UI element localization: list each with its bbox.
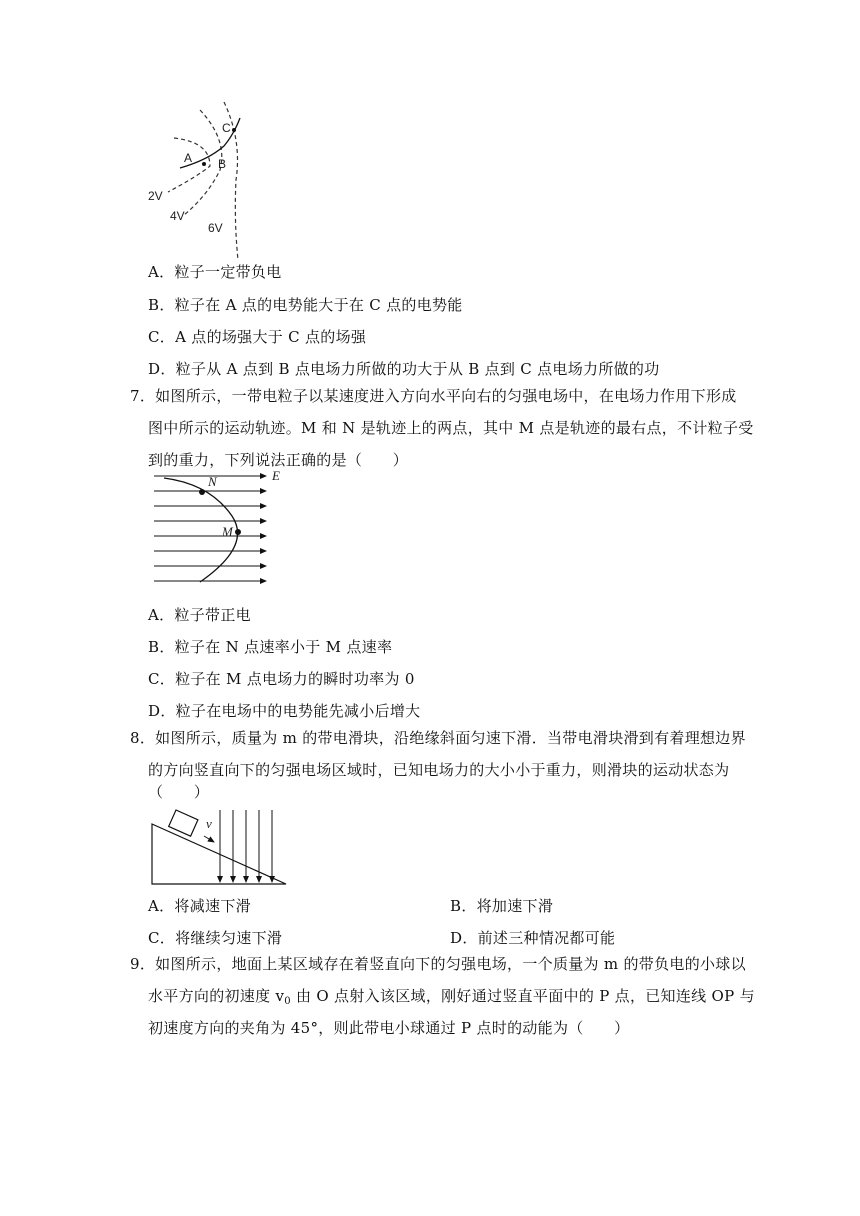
q7-stem-line-3: 到的重力，下列说法正确的是（ ） — [148, 451, 409, 469]
q7-option-b: B．粒子在 N 点速率小于 M 点速率 — [148, 638, 393, 656]
label-a: A — [184, 151, 193, 165]
q8-option-a: A．将减速下滑 — [148, 897, 251, 915]
field-lines — [154, 476, 266, 581]
label-m: M — [222, 524, 233, 539]
point-m-dot — [235, 529, 241, 535]
q9-v0-subscript: 0 — [284, 996, 291, 1007]
q8-figure — [148, 806, 293, 890]
q6-option-c: C．A 点的场强大于 C 点的场强 — [148, 328, 367, 346]
q8-stem-line-2: 的方向竖直向下的匀强电场区域时，已知电场力的大小小于重力，则滑块的运动状态为 — [148, 761, 730, 779]
q7-figure — [150, 470, 290, 590]
label-6v: 6V — [208, 221, 223, 235]
point-a-dot — [202, 162, 206, 166]
velocity-arrow — [204, 836, 214, 842]
label-4v: 4V — [170, 209, 185, 223]
label-n: N — [208, 474, 217, 489]
q7-stem-line-2: 图中所示的运动轨迹。M 和 N 是轨迹上的两点，其中 M 点是轨迹的最右点，不计粒子受 — [148, 419, 754, 437]
label-2v: 2V — [148, 189, 163, 203]
label-c: C — [222, 121, 231, 135]
label-b: B — [218, 157, 227, 171]
q9-stem-line-2 — [148, 986, 755, 1012]
q8-option-d: D．前述三种情况都可能 — [450, 929, 616, 947]
q7-option-a: A．粒子带正电 — [148, 606, 251, 624]
label-v: v — [206, 816, 212, 831]
q6-option-a: A．粒子一定带负电 — [148, 263, 282, 281]
q8-stem-line-1: 8．如图所示，质量为 m 的带电滑块，沿绝缘斜面匀速下滑．当带电滑块滑到有着理想边界 — [130, 729, 746, 747]
q6-figure — [138, 100, 258, 265]
point-c-dot — [232, 128, 236, 132]
q9-stem-line-3: 初速度方向的夹角为 45°，则此带电小球通过 P 点时的动能为（ ） — [148, 1019, 630, 1037]
q9-line-2-post: 由 O 点射入该区域，刚好通过竖直平面中的 P 点，已知连线 OP 与 — [290, 987, 755, 1005]
label-e: E — [272, 470, 280, 483]
q7-option-d: D．粒子在电场中的电势能先减小后增大 — [148, 702, 421, 720]
q9-stem-line-1: 9．如图所示，地面上某区域存在着竖直向下的匀强电场，一个质量为 m 的带负电的小球以 — [130, 955, 746, 973]
q8-stem-line-3: （ ） — [148, 783, 210, 801]
field-lines-vertical — [220, 810, 272, 882]
q9-line-2-pre: 水平方向的初速度 v — [148, 987, 285, 1005]
q7-option-c: C．粒子在 M 点电场力的瞬时功率为 0 — [148, 670, 415, 688]
point-n-dot — [199, 489, 205, 495]
q6-option-b: B．粒子在 A 点的电势能大于在 C 点的电势能 — [148, 296, 463, 314]
q8-option-c: C．将继续匀速下滑 — [148, 929, 283, 947]
q6-option-d: D．粒子从 A 点到 B 点电场力所做的功大于从 B 点到 C 点电场力所做的功 — [148, 360, 660, 378]
q8-option-b: B．将加速下滑 — [450, 897, 554, 915]
incline — [152, 824, 286, 884]
q7-stem-line-1: 7．如图所示，一带电粒子以某速度进入方向水平向右的匀强电场中，在电场力作用下形成 — [130, 387, 737, 405]
sliding-block — [169, 810, 198, 836]
